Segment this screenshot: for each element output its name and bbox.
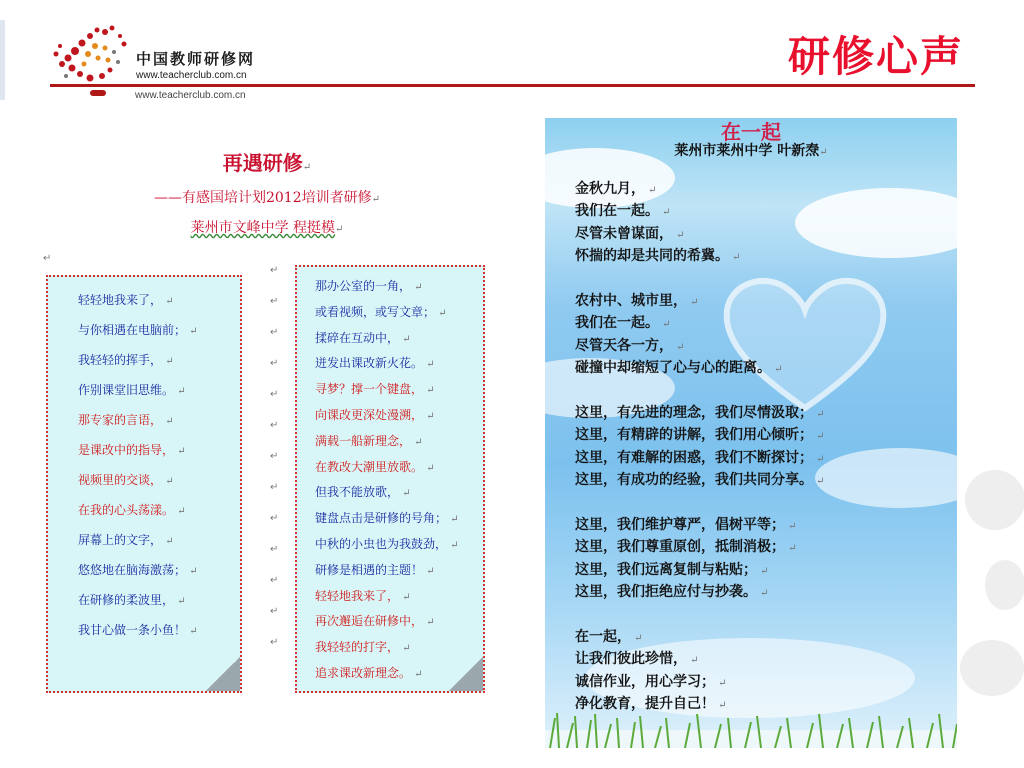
decor-blob — [960, 640, 1024, 696]
poem-line-text: 净化教育，提升自己！ — [575, 696, 715, 713]
poem-line-text: 满载一船新理念， — [315, 433, 412, 448]
paragraph-mark: ↵ — [687, 655, 699, 667]
paragraph-mark: ↵ — [162, 356, 174, 367]
paragraph-mark: ↵ — [785, 543, 797, 555]
poem-line-text: 视频里的交谈， — [78, 473, 163, 487]
poem-line-text: 这里，有难解的困惑，我们不断探讨； — [575, 449, 813, 466]
page-curl-icon — [449, 657, 483, 691]
paragraph-mark: ↵ — [270, 451, 279, 462]
paragraph-mark: ↵ — [715, 677, 727, 689]
page-curl-icon — [206, 657, 240, 691]
poem-line — [78, 501, 186, 518]
poem-line-text: 中秋的小虫也为我鼓劲， — [315, 537, 448, 551]
poem-line-text: 诚信作业，用心学习； — [575, 673, 715, 690]
paragraph-mark: ↵ — [771, 364, 783, 376]
poem-line — [78, 471, 174, 488]
poem-card-right — [295, 265, 485, 693]
paragraph-mark: ↵ — [411, 282, 423, 293]
paragraph-mark: ↵ — [447, 514, 459, 526]
poem-line-text: 我轻轻的挥手， — [78, 353, 163, 367]
right-poem-author — [545, 140, 957, 160]
paragraph-mark: ↵ — [174, 506, 186, 517]
logo-name: 中国教师研修网 — [136, 50, 256, 68]
poem-line-text: 这里，有成功的经验，我们共同分享。 — [575, 472, 813, 489]
paragraph-mark: ↵ — [335, 224, 344, 235]
cloud-shape — [815, 448, 957, 508]
poem-line-text: 我们在一起。 — [575, 203, 659, 220]
paragraph-mark: ↵ — [270, 389, 279, 400]
poem-line-text: 这里，我们拒绝应付与抄袭。 — [575, 584, 757, 601]
paragraph-mark: ↵ — [162, 416, 174, 427]
poem-line — [575, 245, 741, 265]
poem-line — [78, 621, 198, 638]
paragraph-mark: ↵ — [399, 591, 411, 603]
poem-line — [78, 441, 186, 458]
paragraph-mark: ↵ — [673, 341, 685, 353]
poem-line — [575, 469, 825, 489]
poem-line-text: 轻轻地我来了， — [78, 293, 163, 307]
poem-line-text: 屏幕上的文字， — [78, 533, 163, 547]
paragraph-mark: ↵ — [270, 358, 279, 369]
paragraph-mark: ↵ — [715, 700, 727, 712]
paragraph-mark: ↵ — [423, 617, 435, 629]
paragraph-mark: ↵ — [659, 207, 671, 219]
paragraph-mark: ↵ — [270, 296, 279, 307]
paragraph-mark: ↵ — [813, 431, 825, 443]
paragraph-mark: ↵ — [435, 307, 447, 319]
poem-line — [78, 291, 174, 308]
poem-line — [78, 351, 174, 368]
poem-line-text: 在研修的柔波里， — [78, 593, 175, 607]
paragraph-mark: ↵ — [785, 521, 797, 532]
poem-line-text: 迸发出课改新火花。 — [315, 356, 424, 371]
right-poem-title: 在一起 — [721, 120, 781, 144]
poem-line-text: 与你相遇在电脑前； — [78, 323, 187, 337]
paragraph-mark: ↵ — [645, 185, 657, 196]
left-poem-subtitle-text: ——有感国培计划2012培训者研修 — [153, 190, 372, 206]
poem-line-text: 但我不能放歌， — [315, 485, 400, 500]
poem-line-text: 或看视频，或写文章； — [315, 304, 436, 319]
poem-line — [315, 483, 411, 500]
paragraph-mark: ↵ — [399, 333, 411, 345]
poem-line-text: 让我们彼此珍惜， — [575, 651, 687, 668]
poem-line — [78, 531, 174, 548]
paragraph-mark: ↵ — [270, 420, 279, 431]
poem-line — [315, 509, 459, 526]
poem-line — [575, 559, 769, 579]
paragraph-mark: ↵ — [399, 643, 411, 655]
left-poem-subtitle — [38, 187, 496, 207]
poem-line — [315, 458, 435, 475]
paragraph-mark: ↵ — [631, 633, 643, 644]
poem-line-text: 那办公室的一角， — [315, 279, 412, 293]
poem-line-text: 我们在一起。 — [575, 315, 659, 332]
poem-line — [575, 223, 685, 243]
right-poem-author-text: 莱州市莱州中学 叶新焘 — [674, 143, 820, 159]
poem-line — [78, 561, 198, 578]
paragraph-mark: ↵ — [423, 462, 435, 474]
paragraph-mark: ↵ — [423, 385, 435, 397]
logo-echo-mark — [90, 90, 106, 96]
poem-line — [575, 626, 643, 646]
poem-line — [78, 411, 174, 428]
paragraph-mark: ↵ — [162, 536, 174, 547]
paragraph-mark: ↵ — [186, 626, 198, 637]
poem-line-text: 在我的心头荡漾。 — [78, 503, 175, 517]
poem-line-text: 我轻轻的打字， — [315, 640, 400, 655]
paragraph-mark: ↵ — [270, 606, 279, 617]
poem-line-text: 怀揣的却是共同的希冀。 — [575, 248, 729, 265]
poem-line-text: 这里，我们维护尊严，倡树平等； — [575, 517, 785, 533]
poem-line-text: 尽管未曾谋面， — [575, 225, 673, 242]
poem-line-text: 再次邂逅在研修中， — [315, 614, 424, 629]
poem-line — [315, 406, 435, 423]
poem-line-text: 悠悠地在脑海激荡； — [78, 563, 187, 577]
paragraph-mark: ↵ — [813, 409, 825, 420]
poem-line — [315, 303, 447, 320]
poem-line — [315, 535, 459, 552]
paragraph-mark: ↵ — [302, 162, 312, 173]
paragraph-mark: ↵ — [757, 588, 769, 600]
paragraph-mark: ↵ — [174, 596, 186, 607]
paragraph-mark: ↵ — [371, 194, 381, 205]
poem-line-text: 研修是相遇的主题！ — [315, 562, 424, 577]
poem-line-text: 这里，有精辟的讲解，我们用心倾听； — [575, 427, 813, 444]
poem-line — [315, 612, 435, 629]
poem-line-text: 是课改中的指导， — [78, 443, 175, 457]
paragraph-mark: ↵ — [813, 453, 825, 465]
poem-line-text: 那专家的言语， — [78, 413, 163, 427]
left-poem-title-text: 再遇研修 — [222, 151, 303, 175]
left-poem-author-text: 莱州市文峰中学 程挺模 — [190, 220, 336, 236]
paragraph-mark: ↵ — [411, 436, 423, 448]
paragraph-mark: ↵ — [186, 566, 198, 577]
poem-line — [315, 664, 423, 681]
paragraph-mark: ↵ — [399, 488, 411, 500]
paragraph-mark: ↵ — [162, 476, 174, 487]
poem-line — [575, 312, 671, 332]
poem-line — [575, 536, 797, 556]
paragraph-mark: ↵ — [659, 319, 671, 331]
poem-line-text: 在教改大潮里放歌。 — [315, 459, 424, 474]
poem-line — [315, 329, 411, 346]
paragraph-mark: ↵ — [270, 513, 279, 524]
paragraph-mark: ↵ — [687, 297, 699, 308]
poem-line — [315, 432, 423, 449]
paragraph-mark: ↵ — [447, 540, 459, 551]
poem-line-text: 这里，有先进的理念，我们尽情汲取； — [575, 405, 813, 421]
paragraph-mark: ↵ — [757, 565, 769, 577]
poem-line — [315, 380, 435, 397]
paragraph-mark: ↵ — [162, 296, 174, 307]
poem-line-text: 我甘心做一条小鱼！ — [78, 623, 187, 637]
poem-line — [315, 561, 435, 578]
poem-line — [575, 178, 657, 198]
poem-line-text: 向课改更深处漫溯， — [315, 408, 424, 422]
poem-line — [575, 402, 825, 422]
poem-line — [315, 638, 411, 655]
paragraph-mark: ↵ — [813, 476, 825, 488]
poem-line-text: 键盘点击是研修的号角； — [315, 511, 448, 526]
cloud-shape — [795, 188, 957, 258]
poem-line — [575, 671, 727, 691]
left-poem-title — [38, 147, 496, 176]
poem-line — [315, 587, 411, 604]
paragraph-mark: ↵ — [270, 575, 279, 586]
heart-icon — [715, 268, 895, 418]
left-poem-panel — [38, 125, 496, 700]
paragraph-mark: ↵ — [423, 359, 435, 371]
poem-line — [575, 357, 783, 377]
paragraph-mark: ↵ — [423, 411, 435, 422]
poem-line-text: 这里，我们远离复制与粘贴； — [575, 561, 757, 578]
poem-line — [575, 424, 825, 444]
poem-line-text: 在一起， — [575, 629, 631, 645]
logo-url: www.teacherclub.com.cn — [136, 70, 247, 81]
paragraph-mark: ↵ — [423, 565, 435, 577]
poem-card-left — [46, 275, 242, 693]
paragraph-mark: ↵ — [819, 147, 828, 158]
poem-line-text: 揉碎在互动中， — [315, 330, 400, 345]
paragraph-mark: ↵ — [270, 265, 279, 276]
right-poem-panel — [545, 118, 957, 748]
paragraph-mark: ↵ — [270, 637, 279, 648]
decor-blob — [985, 560, 1024, 610]
poem-line-text: 追求课改新理念。 — [315, 666, 412, 680]
logo-url-echo: www.teacherclub.com.cn — [135, 90, 246, 101]
window-edge — [0, 20, 5, 100]
paragraph-mark: ↵ — [270, 327, 279, 338]
poem-line — [575, 648, 699, 668]
poem-line-text: 作别课堂旧思维。 — [78, 383, 175, 397]
logo-dots-icon — [50, 18, 140, 88]
paragraph-mark: ↵ — [174, 446, 186, 457]
poem-line — [575, 335, 685, 355]
paragraph-mark: ↵ — [186, 326, 198, 337]
paragraph-mark: ↵ — [270, 544, 279, 555]
paragraph-mark: ↵ — [673, 229, 685, 241]
poem-line-text: 金秋九月， — [575, 181, 645, 197]
paragraph-mark: ↵ — [43, 253, 52, 264]
poem-line — [315, 277, 423, 294]
poem-line — [315, 354, 435, 371]
paragraph-mark: ↵ — [411, 669, 423, 680]
poem-line — [78, 381, 186, 398]
decor-blob — [965, 470, 1024, 530]
poem-line — [575, 290, 699, 310]
poem-line-text: 轻轻地我来了， — [315, 588, 400, 603]
poem-line — [575, 514, 797, 534]
poem-line — [575, 693, 727, 713]
left-poem-author — [38, 217, 496, 237]
page-title: 研修心声 — [787, 32, 964, 81]
header-rule — [50, 84, 975, 87]
poem-line — [575, 581, 769, 601]
poem-line-text: 这里，我们尊重原创，抵制消极； — [575, 539, 785, 556]
poem-line-text: 农村中、城市里， — [575, 293, 687, 309]
poem-line — [78, 321, 198, 338]
poem-line — [575, 200, 671, 220]
poem-line-text: 尽管天各一方， — [575, 337, 673, 354]
paragraph-mark: ↵ — [729, 252, 741, 264]
poem-line — [575, 447, 825, 467]
paragraph-mark: ↵ — [174, 386, 186, 397]
poem-line-text: 寻梦？撑一个键盘， — [315, 382, 424, 397]
paragraph-mark: ↵ — [270, 482, 279, 493]
poem-line-text: 碰撞中却缩短了心与心的距离。 — [575, 360, 771, 377]
poem-line — [78, 591, 186, 608]
